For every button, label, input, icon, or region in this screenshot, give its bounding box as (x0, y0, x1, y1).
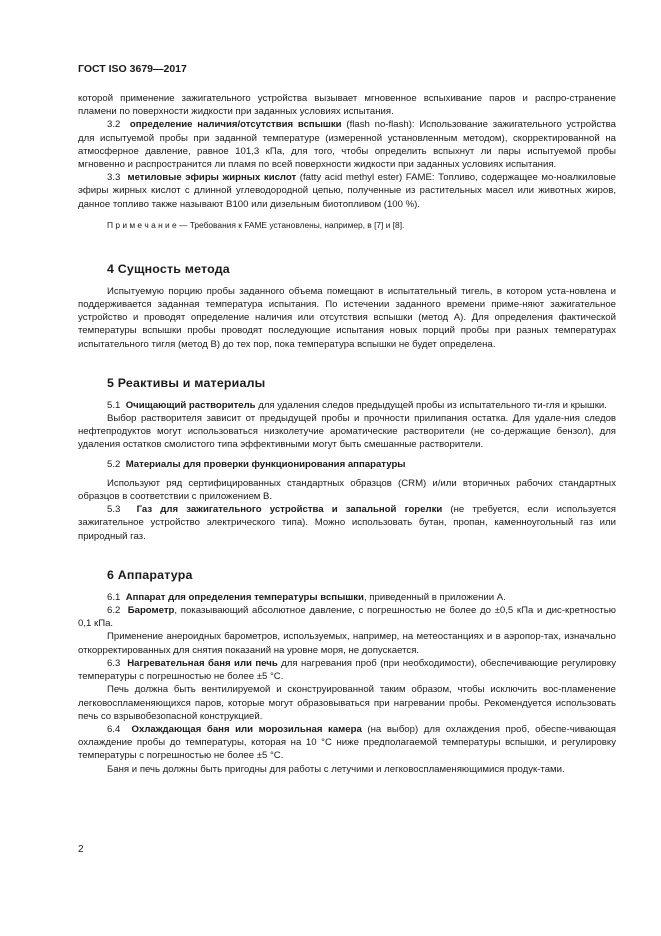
clause-5-2: 5.2 Материалы для проверки функционирования аппаратуры (107, 458, 406, 470)
term-3-2-title: определение наличия/отсутствия вспышки (129, 119, 342, 131)
clause-5-2-text: Используют ряд сертифицированных стандартных образцов (CRM) и/или вторичных рабочих стандартных образцов в соответствии с приложением В. (78, 477, 616, 503)
note-label: П р и м е ч а н и е (107, 219, 177, 230)
page-number: 2 (78, 844, 84, 855)
clause-6-4-text: Баня и печь должны быть пригодны для работы с летучими и легковоспламеняющимися продук-тами. (107, 763, 565, 775)
section-4-heading: 4 Сущность метода (107, 261, 230, 276)
note: П р и м е ч а н и е — Требования к FAME установлены, например, в [7] и [8]. (107, 219, 405, 230)
term-3-2: 3.2 определение наличия/отсутствия вспышки (flash no-flash): Использование зажигательного устройства для испытуемой пробы при заданной температуре (измеренной установленным методом), скорректированной на атмосферное давление, равное 101,3 кПа, для того, чтобы определить вспыхнут ли пары испытуемой пробы мгновенно и распространится ли пламя по всей поверхности жидкости при заданных условиях испытания. (78, 119, 616, 171)
clause-5-1-text: Выбор растворителя зависит от предыдущей пробы и прочности прилипания остатка. Для удале-ния следов нефтепродуктов могут использоваться низколетучие ароматические растворители (не со-держащие бензол), для удаления остатков смолистого типа эффективными могут быть смешанные растворители. (78, 413, 616, 451)
clause-5-1: 5.1 Очищающий растворитель для удаления следов предыдущей пробы из испытательного ти-гля и крышки. (107, 399, 607, 411)
clause-6-2: 6.2 Барометр, показывающий абсолютное давление, с погрешностью не более до ±0,5 кПа и дис-кретностью 0,1 кПа. (78, 605, 616, 630)
clause-6-4: 6.4 Охлаждающая баня или морозильная камера (на выбор) для охлаждения проб, обеспе-чивающая охлаждение пробы до температуры, которая на 10 °С ниже предполагаемой температуры вспышки, и регулировку температуры с погрешностью не более ±5 °С. (78, 723, 616, 762)
clause-6-3-text: Печь должна быть вентилируемой и сконструированной таким образом, чтобы исключить вос-пламенение легковоспламеняющихся паров, которые могут образовываться при нагревании пробы. Рекомендуется использовать печь со взрывобезопасной конструкцией. (78, 684, 616, 722)
clause-6-3: 6.3 Нагревательная баня или печь для нагревания проб (при необходимости), обеспечивающие регулировку температуры с погрешностью не более ±5 °С. (78, 657, 616, 683)
document-header: ГОСТ ISO 3679—2017 (78, 63, 187, 75)
section-5-heading: 5 Реактивы и материалы (107, 375, 266, 390)
clause-6-1: 6.1 Аппарат для определения температуры вспышки, приведенный в приложении А. (107, 591, 506, 603)
section-6-heading: 6 Аппаратура (107, 567, 193, 582)
term-3-3: 3.3 метиловые эфиры жирных кислот (fatty acid methyl ester) FAME: Топливо, содержащее мо-ноалкиловые эфиры жирных кислот с длинной углеводородной цепью, полученные из растительных масел или животных жиров, данное топливо также называют B100 или дизельным биотопливом (100 %). (78, 172, 616, 210)
term-3-3-title: метиловые эфиры жирных кислот (127, 172, 297, 184)
section-4-text: Испытуемую порцию пробы заданного объема помещают в испытательный тигель, в котором уста-новлена и поддерживается заданная температура испытания. По истечении заданного времени приме-няют зажигательное устройство и проводят определение наличия или отсутствия вспышки (метод А). Для определения фактической температуры вспышки пробы проводят последующие испытания новых порций пробы при разных температурах испытательного тигля (метод В) до тех пор, пока температура вспышки не будет определена. (78, 285, 616, 350)
clause-6-2-text: Применение анероидных барометров, используемых, например, на метеостанциях и в аэропор-тах, изначально откорректированных для снятия показаний на уровне моря, не допускается. (78, 631, 616, 656)
clause-5-3: 5.3 Газ для зажигательного устройства и запальной горелки (не требуется, если используется зажигательное устройство электрического типа). Можно использовать бутан, пропан, каменноугольный газ или природный газ. (78, 504, 616, 542)
page-body (78, 92, 616, 776)
paragraph-continuation: которой применение зажигательного устройства вызывает мгновенное вспыхивание паров и распро-странение пламени по поверхности жидкости при заданных условиях испытания. (78, 93, 616, 118)
